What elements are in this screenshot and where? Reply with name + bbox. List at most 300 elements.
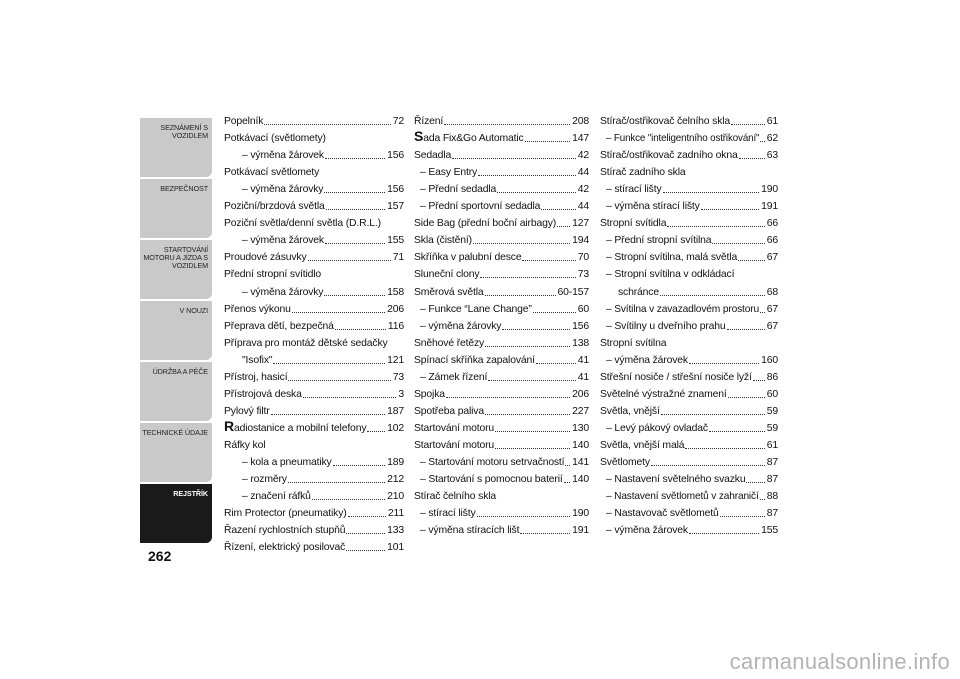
dot-leader [709,431,765,432]
index-entry-text: Pylový filtr [224,405,270,417]
index-entry[interactable] [224,246,404,263]
index-entry[interactable] [414,468,589,485]
index-entry-page: 102 [387,422,404,434]
index-entry-page: 101 [387,542,404,554]
index-entry-page: 147 [572,133,589,145]
index-entry-text: Stropní svítidla [600,218,667,230]
index-entry-page: 61 [766,116,778,128]
index-entry-page: 190 [761,184,778,196]
index-entry-page: 190 [572,508,589,520]
dot-leader [533,312,576,313]
index-entry-text: Světla, vnější [600,405,660,417]
index-entry-page: 42 [577,184,589,196]
index-entry-text: Startování motoru [414,422,495,434]
dot-leader [480,277,575,278]
index-entry-text: – Svítilna v zavazadlovém prostoru [606,303,760,315]
index-entry-text: – stírací lišty [606,184,662,196]
index-entry[interactable] [600,332,778,349]
index-entry-text: – Funkce "inteligentního ostřikování" [606,133,760,145]
dot-leader [746,482,764,483]
index-entry[interactable] [224,332,404,349]
dot-leader [485,346,570,347]
index-entry-text: Sada Fix&Go Automatic [414,128,524,145]
dot-leader [312,499,385,500]
dot-leader [660,295,765,296]
dot-leader [292,312,385,313]
index-column-3 [600,110,778,536]
index-entry-page: 158 [387,286,404,298]
dot-leader [502,329,570,330]
index-entry[interactable] [414,246,589,263]
index-entry-page: 121 [387,354,404,366]
index-entry-text: Ráfky kol [224,439,266,451]
dot-leader [760,141,764,142]
dot-leader [288,482,385,483]
chapter-tab[interactable] [140,240,212,299]
index-entry-text: – Levý pákový ovladač [606,422,708,434]
index-entry-text: Přístrojová deska [224,388,302,400]
index-entry-text: Stírač zadního skla [600,167,686,179]
dot-leader [495,448,570,449]
index-entry[interactable] [224,263,404,280]
dot-leader [324,192,385,193]
index-entry[interactable] [600,451,778,468]
index-entry[interactable] [414,485,589,502]
index-entry-text: Přenos výkonu [224,303,291,315]
index-entry-page: 210 [387,491,404,503]
index-entry-text: Potkávací světlomety [224,167,320,179]
chapter-tab[interactable] [140,423,212,482]
index-entry[interactable] [600,110,778,127]
index-entry-page: 155 [761,525,778,537]
index-entry-page: 63 [766,150,778,162]
index-entry[interactable] [600,144,778,161]
dot-leader [446,397,570,398]
index-entry-text: Side Bag (přední boční airbagy) [414,218,557,230]
dot-leader [488,380,576,381]
index-entry-text: Stírač/ostřikovač čelního skla [600,116,731,128]
index-entry-text: – výměna žárovek [242,235,324,247]
index-entry-page: 140 [572,474,589,486]
index-entry[interactable] [600,212,778,229]
index-entry[interactable] [224,536,404,553]
dot-leader [444,124,570,125]
index-entry-page: 127 [572,218,589,230]
index-entry[interactable] [414,400,589,417]
index-entry-text: Stropní svítilna [600,337,667,349]
index-entry-page: 3 [398,388,404,400]
chapter-tab-label: STARTOVÁNÍ MOTORU A JÍZDA S VOZIDLEM [143,245,208,271]
dot-leader [525,141,571,142]
index-entry-page: 206 [572,388,589,400]
index-entry[interactable] [600,229,778,246]
index-entry-text: Skla (čistění) [414,235,472,247]
index-entry[interactable] [224,366,404,383]
index-entry-text: Startování motoru [414,439,495,451]
index-entry[interactable] [224,161,404,178]
dot-leader [520,533,570,534]
index-entry-page: 87 [766,508,778,520]
index-entry[interactable] [600,280,778,297]
index-entry[interactable] [414,332,589,349]
index-entry-text: – výměna žárovek [606,354,688,366]
index-entry-text: schránce [618,286,659,298]
dot-leader [346,550,385,551]
index-entry-page: 41 [577,354,589,366]
dot-leader [685,448,764,449]
index-entry-page: 73 [392,371,404,383]
index-entry[interactable] [600,349,778,366]
index-entry-page: 187 [387,405,404,417]
index-entry-text: – výměna žárovek [242,150,324,162]
index-entry-page: 70 [577,252,589,264]
index-entry-text: – výměna žárovky [420,320,502,332]
chapter-tab[interactable] [140,179,212,238]
chapter-tab-label: BEZPEČNOST [160,184,208,193]
index-entry[interactable] [600,315,778,332]
index-entry[interactable] [600,485,778,502]
dot-leader [303,397,397,398]
index-entry[interactable] [414,349,589,366]
dot-leader [541,209,575,210]
index-entry[interactable] [414,366,589,383]
index-entry[interactable] [600,417,778,434]
index-entry[interactable] [224,298,404,315]
index-entry-page: 62 [766,133,778,145]
index-entry-page: 72 [392,116,404,128]
index-entry-text: Poziční/brzdová světla [224,201,325,213]
dot-leader [720,516,765,517]
dot-leader [333,465,386,466]
index-entry-text: Sněhové řetězy [414,337,485,349]
dot-leader [661,414,765,415]
dot-leader [473,243,570,244]
index-entry[interactable] [414,195,589,212]
dot-leader [325,243,385,244]
index-entry-page: 156 [387,150,404,162]
dot-leader [348,516,386,517]
index-entry-text: Rim Protector (pneumatiky) [224,508,347,520]
index-entry[interactable] [224,315,404,332]
index-entry-page: 44 [577,167,589,179]
index-entry[interactable] [224,451,404,468]
index-entry[interactable] [224,383,404,400]
index-entry[interactable] [224,434,404,451]
index-entry-page: 156 [572,320,589,332]
index-entry-page: 227 [572,405,589,417]
index-entry[interactable] [414,178,589,195]
index-entry-text: – Easy Entry [420,167,478,179]
index-entry-text: – výměna stíracích lišt [420,525,520,537]
index-entry-text: "Isofix" [242,354,273,366]
index-entry[interactable] [600,519,778,536]
index-entry[interactable] [224,349,404,366]
index-entry-page: 44 [577,201,589,213]
index-entry[interactable] [600,468,778,485]
index-entry-page: 71 [392,252,404,264]
index-entry-text: Řazení rychlostních stupňů [224,525,346,537]
index-entry-page: 189 [387,456,404,468]
index-entry[interactable] [414,298,589,315]
index-entry[interactable] [224,519,404,536]
index-entry[interactable] [414,280,589,297]
dot-leader [495,431,570,432]
index-entry-page: 133 [387,525,404,537]
dot-leader [557,226,570,227]
dot-leader [325,158,385,159]
index-entry[interactable] [224,212,404,229]
dot-leader [564,482,570,483]
dot-leader [565,465,570,466]
index-entry-text: Střešní nosiče / střešní nosiče lyží [600,371,752,383]
index-entry-text: Přední stropní svítidlo [224,269,322,281]
index-entry-text: – značení ráfků [242,491,311,503]
index-entry[interactable] [224,400,404,417]
index-entry-page: 66 [766,235,778,247]
index-entry-text: Popelník [224,116,264,128]
dot-leader [477,516,571,517]
dot-leader [367,431,385,432]
chapter-tab-label: ÚDRŽBA A PÉČE [152,367,208,376]
index-entry-text: Světelné výstražné znamení [600,388,727,400]
index-entry-page: 206 [387,303,404,315]
index-entry[interactable] [414,212,589,229]
dot-leader [497,192,576,193]
index-entry-text: – výměna stírací lišty [606,201,700,213]
index-entry-text: – Zámek řízení [420,371,488,383]
index-entry-text: Spotřeba paliva [414,405,484,417]
index-entry[interactable] [600,434,778,451]
index-entry-text: Směrová světla [414,286,484,298]
index-entry[interactable] [414,519,589,536]
index-entry[interactable] [224,178,404,195]
index-entry-page: 156 [387,184,404,196]
index-entry[interactable] [224,195,404,212]
index-entry-page: 88 [766,491,778,503]
index-entry-page: 42 [577,150,589,162]
index-entry-page: 160 [761,354,778,366]
index-entry-text: Potkávací (světlomety) [224,133,326,145]
index-entry[interactable] [414,502,589,519]
chapter-tab[interactable] [140,484,212,543]
dot-leader [536,363,576,364]
dot-leader [760,312,765,313]
index-entry[interactable] [414,263,589,280]
index-entry[interactable] [224,280,404,297]
dot-leader [760,499,765,500]
index-entry-page: 155 [387,235,404,247]
index-entry[interactable] [414,383,589,400]
index-entry[interactable] [414,417,589,434]
dot-leader [738,260,765,261]
dot-leader [651,465,765,466]
index-entry[interactable] [600,400,778,417]
chapter-tab-label: SEZNÁMENÍ S VOZIDLEM [160,123,208,141]
chapter-tab[interactable] [140,301,212,360]
index-entry-text: Sluneční clony [414,269,480,281]
index-entry-page: 191 [761,201,778,213]
index-entry-text: Radiostanice a mobilní telefony [224,417,367,434]
index-entry-text: – Nastavovač světlometů [606,508,719,520]
index-entry[interactable] [600,195,778,212]
index-entry-page: 86 [766,371,778,383]
index-entry-text: – Přední sedadla [420,184,497,196]
index-entry-page: 130 [572,422,589,434]
index-entry-page: 60-157 [557,286,589,298]
index-entry-text: – rozměry [242,474,287,486]
index-entry-page: 61 [766,439,778,451]
index-entry[interactable] [414,161,589,178]
dot-leader [727,329,765,330]
index-entry-text: Příprava pro montáž dětské sedačky [224,337,388,349]
index-entry-text: Přeprava dětí, bezpečná [224,320,334,332]
index-entry-text: Proudové zásuvky [224,252,307,264]
index-entry[interactable] [600,246,778,263]
index-entry-text: – Stropní svítilna v odkládací [606,269,735,281]
dot-leader [324,295,385,296]
dot-leader [731,124,765,125]
index-entry[interactable] [600,366,778,383]
index-entry[interactable] [414,229,589,246]
index-entry-text: Světlomety [600,456,650,468]
index-entry-page: 59 [766,405,778,417]
dot-leader [663,192,760,193]
dot-leader [308,260,391,261]
index-entry-text: – výměna žárovky [242,286,324,298]
index-entry-page: 59 [766,422,778,434]
index-entry-page: 67 [766,303,778,315]
index-entry[interactable] [414,110,589,127]
index-entry-page: 140 [572,439,589,451]
index-entry-text: Stírač/ostřikovač zadního okna [600,150,738,162]
index-entry-text: Sedadla [414,150,452,162]
index-entry[interactable] [414,315,589,332]
index-entry[interactable] [224,417,404,434]
index-entry-page: 157 [387,201,404,213]
index-entry-page: 138 [572,337,589,349]
index-entry-text: Spínací skříňka zapalování [414,354,535,366]
index-entry-text: – Startování motoru setrvačností [420,456,565,468]
index-entry-text: – kola a pneumatiky [242,456,332,468]
dot-leader [522,260,575,261]
chapter-tab-label: V NOUZI [179,306,208,315]
index-entry-page: 67 [766,320,778,332]
watermark: carmanualsonline.info [729,649,950,674]
chapter-tab[interactable] [140,362,212,421]
dot-leader [689,533,759,534]
index-entry[interactable] [224,485,404,502]
dot-leader [273,363,385,364]
index-entry[interactable] [600,298,778,315]
page-number: 262 [148,548,172,564]
index-entry[interactable] [600,383,778,400]
dot-leader [739,158,765,159]
index-entry[interactable] [224,229,404,246]
index-entry[interactable] [600,161,778,178]
index-entry-page: 60 [577,303,589,315]
index-entry[interactable] [224,144,404,161]
dot-leader [478,175,576,176]
index-entry-text: – Startování s pomocnou baterií [420,474,563,486]
index-entry[interactable] [224,502,404,519]
index-entry-page: 141 [572,456,589,468]
index-entry-text: Světla, vnější malá [600,439,685,451]
dot-leader [728,397,765,398]
index-entry-page: 73 [577,269,589,281]
index-entry-text: Řízení [414,116,444,128]
index-entry-page: 68 [766,286,778,298]
index-entry-text: Spojka [414,388,445,400]
index-entry-text: Přístroj, hasicí [224,371,288,383]
index-entry-page: 60 [766,388,778,400]
chapter-tab-label: REJSTŘÍK [173,489,208,498]
dot-leader [485,295,556,296]
index-entry-text: Skříňka v palubní desce [414,252,522,264]
index-entry-text: – Funkce “Lane Change” [420,303,532,315]
index-entry-text: Poziční světla/denní světla (D.R.L.) [224,218,381,230]
index-entry-page: 211 [387,508,404,520]
index-entry-text: – výměna žárovek [606,525,688,537]
dot-leader [346,533,385,534]
index-entry-text: Stírač čelního skla [414,491,497,503]
index-entry[interactable] [224,110,404,127]
index-entry-page: 87 [766,474,778,486]
index-entry[interactable] [414,127,589,144]
index-entry[interactable] [600,263,778,280]
index-column-1 [224,110,404,553]
dot-leader [753,380,765,381]
dot-leader [452,158,576,159]
index-entry[interactable] [414,451,589,468]
index-entry[interactable] [600,502,778,519]
index-entry[interactable] [224,468,404,485]
index-entry-page: 67 [766,252,778,264]
dot-leader [689,363,759,364]
chapter-tab[interactable] [140,118,212,177]
index-entry-text: – Nastavení světelného svazku [606,474,746,486]
dot-leader [712,243,764,244]
index-entry[interactable] [600,127,778,144]
chapter-tab-label: TECHNICKÉ ÚDAJE [142,428,208,437]
dot-leader [288,380,390,381]
index-entry-page: 66 [766,218,778,230]
index-entry-text: – výměna žárovky [242,184,324,196]
index-entry-text: – Přední stropní svítilna [606,235,712,247]
dot-leader [326,209,385,210]
index-entry-text: – Nastavení světlometů v zahraničí [606,491,759,503]
index-entry-page: 41 [577,371,589,383]
index-column-2 [414,110,589,536]
index-entry-page: 208 [572,116,589,128]
index-entry-page: 212 [387,474,404,486]
index-entry-text: – Svítilny u dveřního prahu [606,320,726,332]
index-entry-text: – Stropní svítilna, malá světla [606,252,738,264]
dot-leader [701,209,759,210]
index-entry-page: 116 [387,320,404,332]
dot-leader [335,329,386,330]
dot-leader [667,226,764,227]
index-entry[interactable] [414,144,589,161]
dot-leader [264,124,390,125]
index-entry[interactable] [224,127,404,144]
index-entry[interactable] [600,178,778,195]
index-entry-text: – Přední sportovní sedadla [420,201,541,213]
index-entry-page: 194 [572,235,589,247]
index-entry-page: 191 [572,525,589,537]
index-entry[interactable] [414,434,589,451]
index-entry-text: – stírací lišty [420,508,476,520]
index-entry-page: 87 [766,456,778,468]
